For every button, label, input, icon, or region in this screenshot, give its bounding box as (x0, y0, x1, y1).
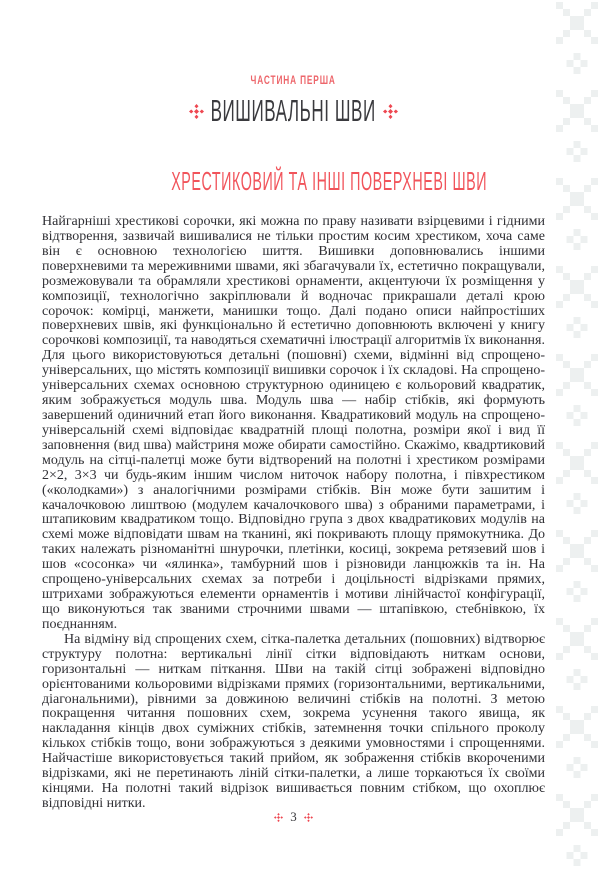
part-label: ЧАСТИНА ПЕРША (250, 75, 337, 87)
page-number: 3 (290, 809, 297, 824)
book-title: ВИШИВАЛЬНІ ШВИ (210, 93, 377, 128)
part-label-row (42, 71, 545, 89)
page-footer (42, 809, 545, 826)
stitch-ornament-icon (383, 104, 398, 119)
stitch-ornament-icon (189, 104, 204, 119)
section-heading-row (42, 166, 545, 197)
stitch-ornament-icon (304, 813, 313, 822)
book-title-row (42, 91, 545, 131)
embroidery-border-pattern-icon (554, 0, 600, 882)
section-heading: ХРЕСТИКОВИЙ ТА ІНШІ ПОВЕРХНЕВІ ШВИ (171, 166, 488, 196)
paragraph: Найгарніші хрестикові сорочки, які можна по праву називати взірцевими і гідними відтворення, зазвичай вишивалися не тільки простим косим хрестиком, хоча саме він є основною технологією шиття. Вишивки доповнювались іншими поверхневими та мереживними швами, які збагачували їх, естетично покращували, розмежовували та обрамляли хрестикові орнаменти, акцентуючи їх розміщення у композиції, технологічно закріплювали й водночас прикрашали деталі крою сорочок: комірці, манжети, манишки тощо. Далі подано описи найпростіших поверхневих швів, які функціонально й естетично доповнюють включені у книгу сорочкові композиції, та наводяться схематичні ілюстрації алгоритмів їх виконання. Для цього використовуються детальні (пошовні) схеми, відмінні від спрощено-універсальних, що містять композиції вишивки сорочок і їх складові. На спрощено-універсальних схемах основною структурною одиницею є кольоровий квадратик, яким зображується модуль шва. Модуль шва — набір стібків, які формують завершений одиничний етап його виконання. Квадратиковий модуль на спрощено-універсальній схемі відповідає квадратній площі полотна, розміри якої і вид її заповнення (вид шва) майстриня може обирати самостійно. Скажімо, квадртиковий модуль на сітці-палетці може бути відтворений на полотні і хрестиком розмірами 2×2, 3×3 чи будь-яким іншим числом ниточок набору полотна, і півхрестиком («колодками») з аналогічними розмірами стібків. Він може бути зашитим і качалочковою лиштвою (модулем качалочкового шва) з обраними параметрами, і штапиковим квадратиком тощо. Відповідно група з двох квадратикових модулів на схемі може відповідати швам на тканині, які покривають площу прямокутника. До таких належать різноманітні шнурочки, плетінки, косиці, зокрема ретязевий шов і шов «сосонка» чи «ялинка», тамбурний шов і різновиди ланцюжків та ін. На спрощено-універсальних схемах за потреби і доцільності відрізками прямих, штрихами зображуються елементи орнаментів і мотиви лінійчастої конфігурації, що виконуються так званими строчними швами — штапівкою, стебнівкою, їх поєднанням. (42, 214, 545, 632)
body-text-block (42, 215, 545, 812)
stitch-ornament-icon (274, 813, 283, 822)
paragraph: На відміну від спрощених схем, сітка-палетка детальних (пошовних) відтворює структуру полотна: вертикальні лінії сітки відповідають ниткам основи, горизонтальні — ниткам піткання. Шви на такій сітці зображені відповідно орієнтованими кольоровими відрізками прямих (горизонтальними, вертикальними, діагональними), рівними за довжиною величині стібків на полотні. З метою покращення читання пошовних схем, зокрема усунення такого явища, як накладання кінців двох суміжних стібків, затемнення точки спільного проколу кількох стібків тощо, вони зображуються з деякими умовностями і спрощеннями. Найчастіше використовується такий прийом, як зображення стібків вкороченими відрізками, які не перетинають ліній сітки-палетки, а лише торкаються їх своїми кінцями. На полотні такий відрізок вишивається повним стібком, що охоплює відповідні нитки. (42, 631, 545, 811)
